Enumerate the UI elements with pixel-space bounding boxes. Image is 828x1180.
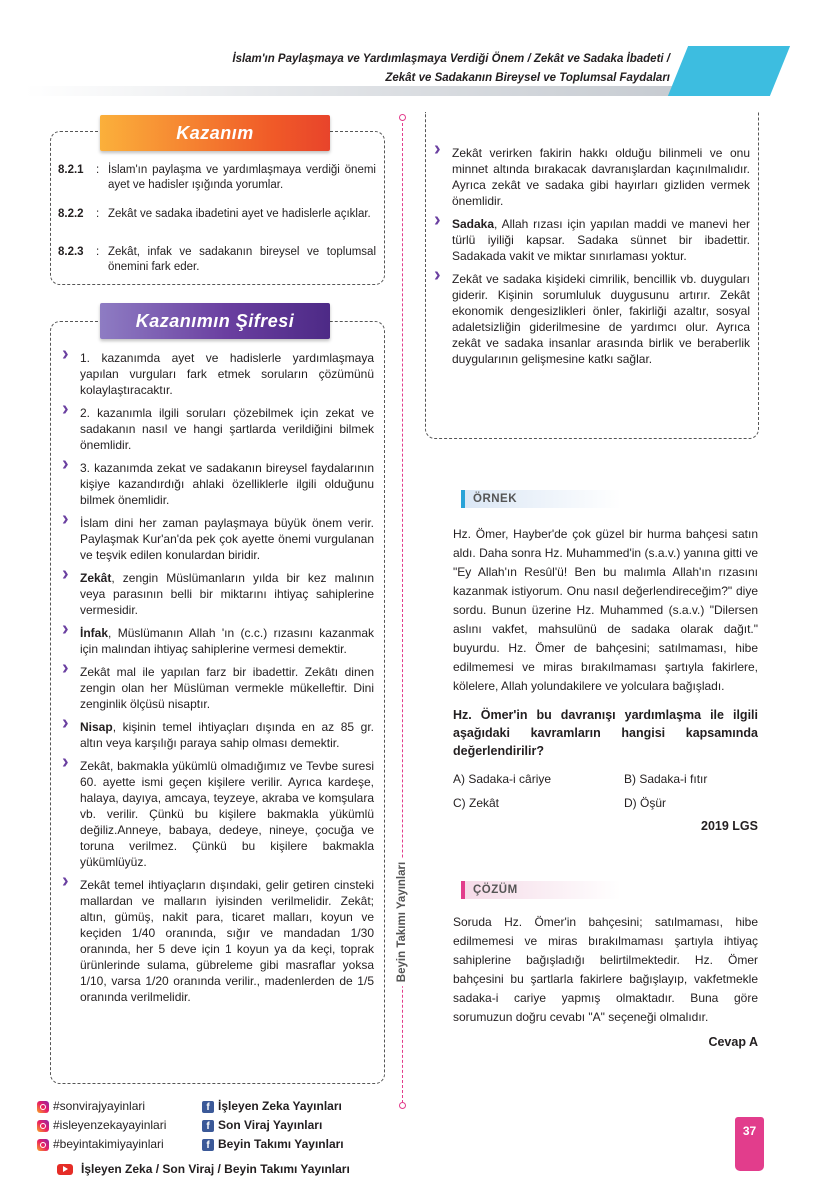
ornek-question: Hz. Ömer'in bu davranışı yardımlaşma ile ilgili aşağıdaki kavramların hangisi kapsamında değerlendirilir? xyxy=(453,708,758,758)
header-accent-tab xyxy=(668,46,790,96)
cozum-label: ÇÖZÜM xyxy=(461,881,621,899)
list-item: › Nisap, kişinin temel ihtiyaçları dışında en az 85 gr. altın veya karşılığı paraya sahip olması demektir. xyxy=(58,719,374,751)
list-item: › Zekât temel ihtiyaçların dışındaki, gelir getiren cinsteki mallardan ve malların iyisinden verilmelidir. Zekât; altın, gümüş, nakit para, ticaret malları, koyun ve keçiden 1/40 oranında, sığır ve mandadan 1/30 oranında, her 5 deve için 1 koyun ya da keçi, toprak ürünlerinde sulama, gübreleme gibi masraflar yoksa 1/10, varsa 1/20 oranında verilir., madenlerden de 1/5 oranında verilmelidir. xyxy=(58,877,374,1005)
list-item: › Zekât mal ile yapılan farz bir ibadettir. Zekâtı dinen zengin olan her Müslüman vermekle mükelleftir. Dini zenginlik ölçüsü nisaptır. xyxy=(58,664,374,712)
ornek-text: Hz. Ömer, Hayber'de çok güzel bir hurma bahçesi satın aldı. Daha sonra Hz. Muhammed'in (s.a.v.) yanına gitti ve "Ey Allah'ın Resûl'ü! Ben bu malımla Allah'ın rızasını kazanmak istiyorum. Onu nasıl değerlendireceğim?" diye sordu. Bunun üzerine Hz. Muhammed (s.a.v.) "Dilersen aslını vakfet, mahsulünü de sadaka olarak dağıt." buyurdu. Hz. Ömer de bahçesini; satılmaması, hibe edilmemesi ve miras bırakılmaması şartıyla fakirlere, kölelere, Allah yolundakilere ve yolculara bağışladı. xyxy=(453,527,758,693)
list-item: › 1. kazanımda ayet ve hadislerle yardımlaşmaya yapılan vurguları fark etmek soruların çözümünü kolaylaştıracaktır. xyxy=(58,350,374,398)
header-line-1: İslam'ın Paylaşmaya ve Yardımlaşmaya Verdiği Önem / Zekât ve Sadaka İbadeti / xyxy=(232,53,670,65)
instagram-item[interactable]: #beyintakimiyayinlari xyxy=(37,1135,166,1154)
list-item: › Zekât verirken fakirin hakkı olduğu bilinmeli ve onu minnet altında bırakacak davranışlardan kaçınılmalıdır. Ayrıca zekât ve sadaka gibi hayırları gizliden vermek önemlidir. xyxy=(430,145,750,209)
instagram-icon xyxy=(37,1139,49,1151)
facebook-icon: f xyxy=(202,1139,214,1151)
page-header xyxy=(150,50,670,88)
kazanim-text: İslam'ın paylaşma ve yardımlaşmaya verdiği önemi ayet ve hadisler ışığında yorumlar. xyxy=(108,164,376,191)
option-a: A) Sadaka-i câriye xyxy=(453,772,552,786)
facebook-item[interactable]: f İşleyen Zeka Yayınları xyxy=(202,1097,344,1116)
kazanim-text: Zekât, infak ve sadakanın bireysel ve toplumsal önemini fark eder. xyxy=(108,246,376,273)
instagram-item[interactable]: #sonvirajyayinlari xyxy=(37,1097,166,1116)
list-item: › İnfak, Müslümanın Allah 'ın (c.c.) rızasını kazanmak için malından ihtiyaç sahiplerine vermesi demektir. xyxy=(58,625,374,657)
sifre-bullet-list xyxy=(58,350,374,1012)
term-sadaka: Sadaka xyxy=(452,217,495,231)
kazanim-title: Kazanım xyxy=(100,115,330,151)
youtube-footer[interactable]: İşleyen Zeka / Son Viraj / Beyin Takımı Yayınları xyxy=(57,1162,350,1176)
term-zekat: Zekât xyxy=(80,571,112,585)
ornek-label: ÖRNEK xyxy=(461,490,621,508)
answer: Cevap A xyxy=(708,1035,758,1049)
facebook-icon: f xyxy=(202,1120,214,1132)
header-line-2: Zekât ve Sadakanın Bireysel ve Toplumsal Faydaları xyxy=(385,72,670,84)
vertical-publisher-label: Beyin Takımı Yayınları xyxy=(397,846,407,998)
cozum-text: Soruda Hz. Ömer'in bahçesini; satılmaması, hibe edilmemesi ve miras bırakılmaması şartıyla ihtiyaç sahiplerine bağışladığı belirtilmektedir. Hz. Ömer bahçesini bu şartlarla fakirlere bağışlayıp, vakfetmekle sadaka-i cariye yapmış olmaktadır. Buna göre sorumuzun doğru cevabı "A" seçeneği olmalıdır. xyxy=(453,915,758,1024)
list-item: › Zekât, zengin Müslümanların yılda bir kez malının veya parasının belli bir miktarını ihtiyaç sahiplerine vermesidir. xyxy=(58,570,374,618)
youtube-icon xyxy=(57,1164,73,1175)
right-bullet-list xyxy=(430,145,750,374)
list-item: › Zekât ve sadaka kişideki cimrilik, bencillik vb. duyguları giderir. Kişinin sorumluluk duygusunu artırır. Zekât ekonomik dengesizlikleri önler, fakirliği azaltır, sosyal adaletsizliğin giderilmesine de yardımcı olur. Ayrıca zekât ve sadaka insanlar arasında birlik ve beraberlik duygularının gelişmesine katkı sağlar. xyxy=(430,271,750,367)
divider-dot xyxy=(399,1102,406,1109)
kazanim-item: 8.2.3 : Zekât, infak ve sadakanın bireysel ve toplumsal önemini fark eder. xyxy=(58,246,376,273)
facebook-item[interactable]: f Son Viraj Yayınları xyxy=(202,1116,344,1135)
instagram-icon xyxy=(37,1120,49,1132)
instagram-list xyxy=(37,1097,166,1154)
facebook-icon: f xyxy=(202,1101,214,1113)
option-d: D) Öşür xyxy=(624,796,666,810)
facebook-item[interactable]: f Beyin Takımı Yayınları xyxy=(202,1135,344,1154)
divider-dot xyxy=(399,114,406,121)
sifre-title: Kazanımın Şifresi xyxy=(100,303,330,339)
kazanim-text: Zekât ve sadaka ibadetini ayet ve hadislerle açıklar. xyxy=(108,208,371,220)
term-infak: İnfak xyxy=(80,626,109,640)
kazanim-code: 8.2.1 xyxy=(58,164,84,176)
list-item: › Sadaka, Allah rızası için yapılan maddi ve manevi her türlü iyiliği kapsar. Sadaka sünnet bir ibadettir. Sadakada vakit ve miktar sınırlaması yoktur. xyxy=(430,216,750,264)
kazanim-code: 8.2.3 xyxy=(58,246,84,258)
option-b: B) Sadaka-i fıtır xyxy=(624,772,708,786)
list-item: › 2. kazanımla ilgili soruları çözebilmek için zekat ve sadakanın nasıl ve hangi şartlarda verildiğini bilmek önemlidir. xyxy=(58,405,374,453)
instagram-item[interactable]: #isleyenzekayayinlari xyxy=(37,1116,166,1135)
kazanim-item: 8.2.2 : Zekât ve sadaka ibadetini ayet ve hadislerle açıklar. xyxy=(58,207,376,222)
facebook-list xyxy=(202,1097,344,1154)
list-item: › Zekât, bakmakla yükümlü olmadığımız ve Tevbe suresi 60. ayette ismi geçen kişilere verilir. Ayrıca kardeşe, halaya, dayıya, amcaya, teyzeye, akraba ve komşulara vb. verilir. Çünkü bu kişilere bakmakla yükümlü değiliz.Anneye, babaya, dedeye, nineye, çocuğa ve toruna verilmez. Çünkü bu kişilere bakmakla yükümlüyüz. xyxy=(58,758,374,870)
question-source: 2019 LGS xyxy=(701,819,758,833)
instagram-icon xyxy=(37,1101,49,1113)
kazanim-item: 8.2.1 : İslam'ın paylaşma ve yardımlaşmaya verdiği önemi ayet ve hadisler ışığında yorumlar. xyxy=(58,164,376,191)
list-item: › 3. kazanımda zekat ve sadakanın bireysel faydalarının kişiye kazandırdığı ahlaki özelliklerle ilgili olduğunu bilmek önemlidir. xyxy=(58,460,374,508)
option-c: C) Zekât xyxy=(453,796,500,810)
kazanim-code: 8.2.2 xyxy=(58,208,84,220)
term-nisap: Nisap xyxy=(80,720,113,734)
page-number: 37 xyxy=(735,1117,764,1171)
list-item: › İslam dini her zaman paylaşmaya büyük önem verir. Paylaşmak Kur'an'da pek çok ayette önemi vurgulanan ve teşvik edilen konulardan biridir. xyxy=(58,515,374,563)
